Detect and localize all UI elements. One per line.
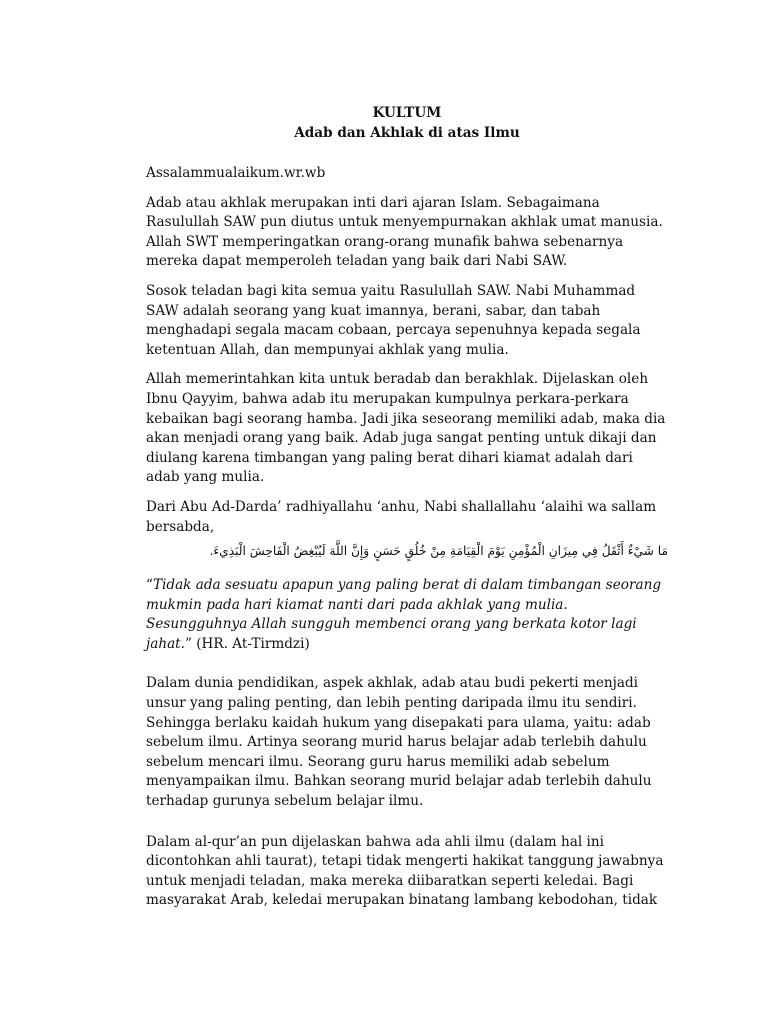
paragraph-teladan: Sosok teladan bagi kita semua yaitu Rasulullah SAW. Nabi Muhammad SAW adalah seorang yang kuat imannya, berani, sabar, dan tabah menghadapi segala macam cobaan, percaya sepenuhnya kepada segala ketentuan Allah, dan mempunyai akhlak yang mulia. — [146, 282, 641, 358]
quote-close-mark: ” — [184, 635, 192, 652]
arabic-hadith-text: مَا شَيْءٌ أَثْقَلُ فِي مِيزَانِ الْمُؤْمِنِ يَوْمَ الْقِيَامَةِ مِنْ خُلُقٍ حَسَنٍ وَإِنَّ اللَّهَ لَيُبْغِضُ الْفَاحِشَ الْبَذِيءَ. — [209, 544, 668, 559]
paragraph-alquran: Dalam al-qur’an pun dijelaskan bahwa ada ahli ilmu (dalam hal ini dicontohkan ahli taurat), tetapi tidak mengerti hakikat tanggung jawabnya untuk menjadi teladan, maka mereka diibaratkan seperti keledai. Bagi masyarakat Arab, keledai merupakan binatang lambang kebodohan, tidak — [146, 833, 664, 909]
paragraph-pendidikan: Dalam dunia pendidikan, aspek akhlak, adab atau budi pekerti menjadi unsur yang paling penting, dan lebih penting daripada ilmu itu sendiri. Sehingga berlaku kaidah hukum yang disepakati para ulama, yaitu: adab sebelum ilmu. Artinya seorang murid harus belajar adab terlebih dahulu sebelum mencari ilmu. Seorang guru harus memiliki adab sebelum menyampaikan ilmu. Bahkan seorang murid belajar adab terlebih dahulu terhadap gurunya sebelum belajar ilmu. — [146, 675, 652, 810]
quote-open-mark: “ — [146, 577, 153, 594]
document-subtitle: Adab dan Akhlak di atas Ilmu — [294, 125, 520, 141]
document-body — [146, 103, 668, 911]
hadith-intro: Dari Abu Ad-Darda’ radhiyallahu ‘anhu, Nabi shallallahu ‘alaihi wa sallam bersabda, — [146, 498, 657, 535]
quote-source: (HR. At-Tirmdzi) — [191, 635, 310, 652]
title-block — [146, 103, 668, 143]
greeting: Assalammualaikum.wr.wb — [146, 165, 326, 181]
document-title: KULTUM — [372, 105, 442, 121]
paragraph-adab-intro: Adab atau akhlak merupakan inti dari ajaran Islam. Sebagaimana Rasulullah SAW pun diutus untuk menyempurnakan akhlak umat manusia. Allah SWT memperingatkan orang-orang munafik bahwa sebenarnya mereka dapat memperoleh teladan yang baik dari Nabi SAW. — [146, 194, 663, 270]
paragraph-ibnu-qayyim: Allah memerintahkan kita untuk beradab dan berakhlak. Dijelaskan oleh Ibnu Qayyim, bahwa adab itu merupakan kumpulnya perkara-perkara kebaikan bagi seorang hamba. Jadi jika seseorang memiliki adab, maka dia akan menjadi orang yang baik. Adab juga sangat penting untuk dikaji dan diulang karena timbangan yang paling berat dihari kiamat adalah dari adab yang mulia. — [146, 371, 666, 486]
quote-text: Tidak ada sesuatu apapun yang paling berat di dalam timbangan seorang mukmin pada hari kiamat nanti dari pada akhlak yang mulia. Sesungguhnya Allah sungguh membenci orang yang berkata kotor lagi jahat. — [146, 577, 662, 652]
hadith-translation — [146, 576, 668, 654]
